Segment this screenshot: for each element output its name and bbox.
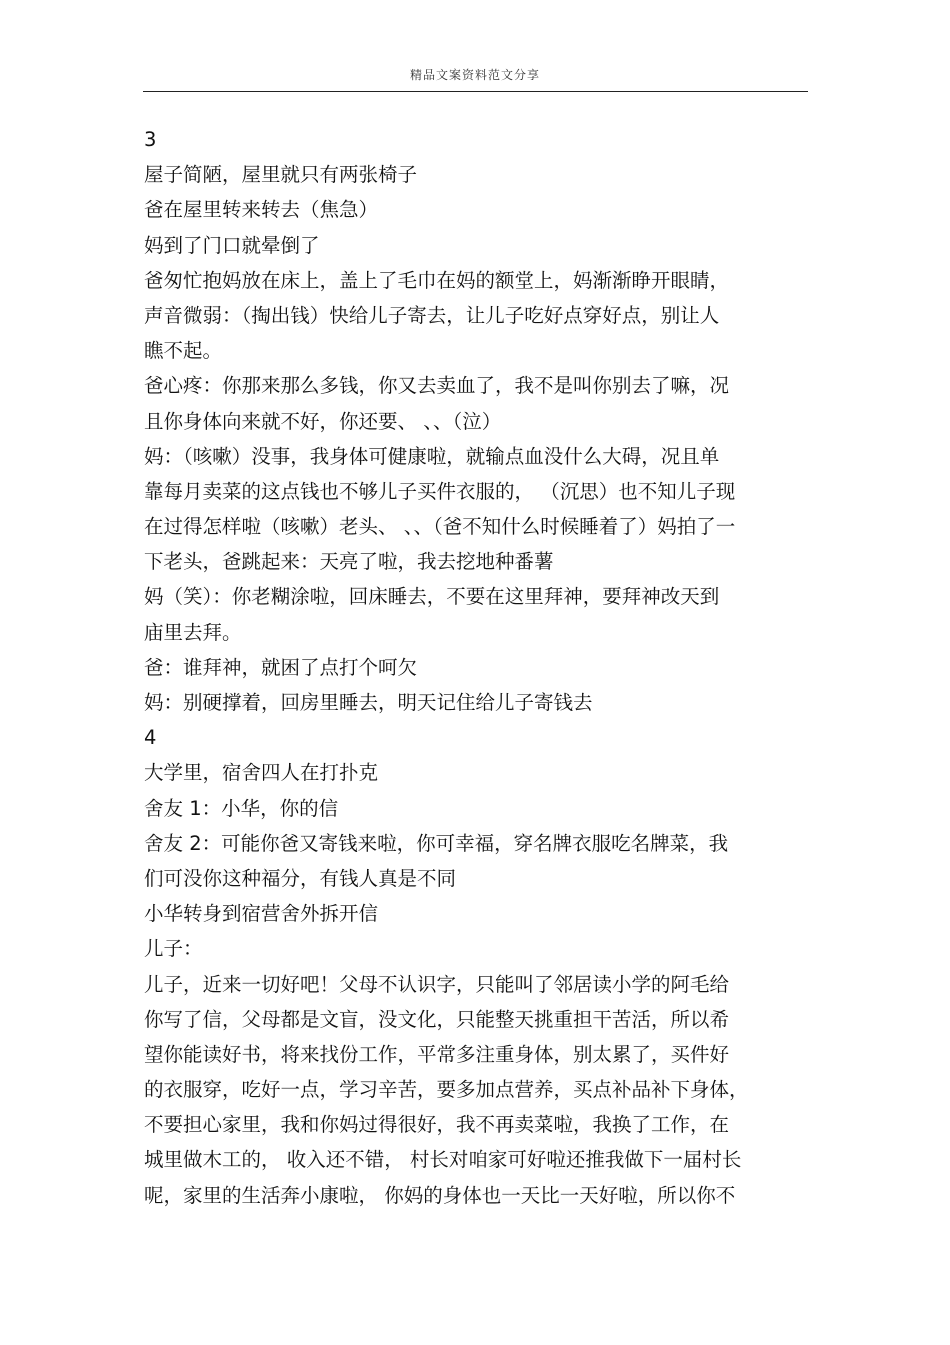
body-text: [144, 122, 794, 1213]
text-line: 小华转身到宿营舍外拆开信: [144, 902, 379, 926]
text-line: 庙里去拜。: [144, 620, 242, 644]
text-line: 你写了信，父母都是文盲，没文化，只能整天挑重担干苦活，所以希: [144, 1007, 730, 1031]
text-line: 的衣服穿，吃好一点，学习辛苦，要多加点营养，买点补品补下身体，: [144, 1078, 749, 1102]
text-line: 声音微弱：（掏出钱）快给儿子寄去，让儿子吃好点穿好点，别让人: [144, 303, 720, 327]
scene-number: 4: [144, 726, 157, 750]
text-line: 瞧不起。: [144, 339, 223, 363]
text-line: 大学里，宿舍四人在打扑克: [144, 761, 379, 785]
text-line: 们可没你这种福分，有钱人真是不同: [144, 866, 457, 890]
text-line: 望你能读好书，将来找份工作，平常多注重身体，别太累了，买件好: [144, 1042, 730, 1066]
text-line: 爸在屋里转来转去（焦急）: [144, 198, 379, 222]
text-line: 屋子简陋，屋里就只有两张椅子: [144, 163, 418, 187]
text-line: 妈（笑）：你老糊涂啦，回床睡去，不要在这里拜神，要拜神改天到: [144, 585, 720, 609]
text-line: 下老头，爸跳起来：天亮了啦，我去挖地种番薯: [144, 550, 554, 574]
text-line: 城里做木工的， 收入还不错， 村长对咱家可好啦还推我做下一届村长: [144, 1148, 742, 1172]
text-line: 妈：别硬撑着，回房里睡去，明天记住给儿子寄钱去: [144, 691, 593, 714]
text-line: 儿子：: [144, 937, 203, 961]
text-line: 呢，家里的生活奔小康啦， 你妈的身体也一天比一天好啦，所以你不: [144, 1183, 736, 1207]
text-line: 舍友 2：可能你爸又寄钱来啦，你可幸福，穿名牌衣服吃名牌菜，我: [144, 831, 729, 855]
text-line: 爸：谁拜神，就困了点打个呵欠: [144, 655, 418, 679]
text-line: 不要担心家里，我和你妈过得很好，我不再卖菜啦，我换了工作，在: [144, 1113, 730, 1137]
text-line: 爸心疼：你那来那么多钱，你又去卖血了，我不是叫你别去了嘛，况: [144, 374, 730, 398]
text-line: 在过得怎样啦（咳嗽）老头、 、、（爸不知什么时候睡着了）妈拍了一: [144, 515, 736, 539]
text-line: 且你身体向来就不好，你还要、 、、（泣）: [144, 409, 502, 433]
text-line: 儿子，近来一切好吧！父母不认识字，只能叫了邻居读小学的阿毛给: [144, 972, 730, 996]
text-line: 爸匆忙抱妈放在床上，盖上了毛巾在妈的额堂上，妈渐渐睁开眼睛，: [144, 268, 730, 292]
text-line: 靠每月卖菜的这点钱也不够儿子买件衣服的， （沉思）也不知儿子现: [144, 479, 736, 503]
text-line: 妈：（咳嗽）没事，我身体可健康啦，就输点血没什么大碍，况且单: [144, 444, 720, 468]
text-line: 舍友 1：小华，你的信: [144, 796, 339, 820]
header-divider: [143, 91, 808, 92]
text-line: 妈到了门口就晕倒了: [144, 233, 320, 257]
header-title: 精品文案资料范文分享: [409, 68, 540, 82]
scene-number: 3: [144, 128, 157, 151]
